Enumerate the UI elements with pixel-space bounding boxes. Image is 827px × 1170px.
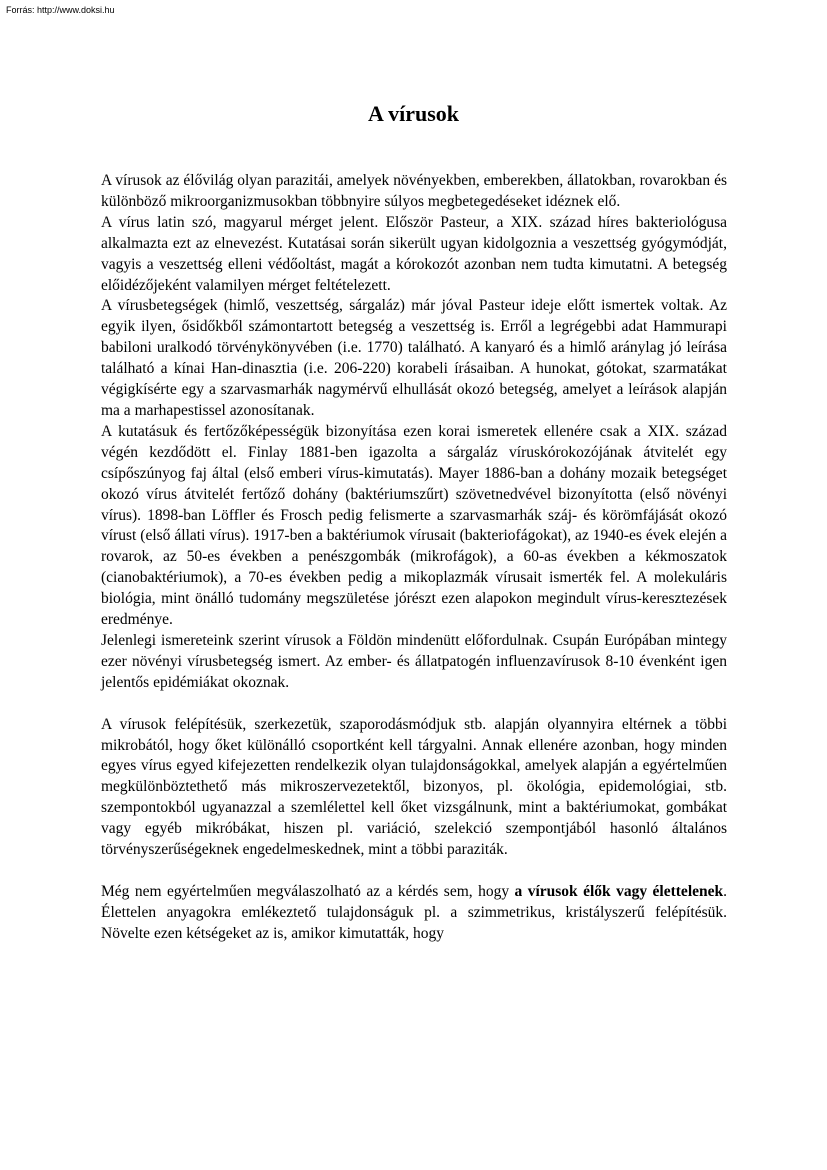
document-body: [101, 171, 727, 945]
paragraph-research: A kutatásuk és fertőzőképességük bizonyítása ezen korai ismeretek ellenére csak a XIX. század végén kezdődött el. Finlay 1881-ben igazolta a sárgaláz víruskórokozójának átvitelét egy csípőszúnyog faj által (első emberi vírus-kimutatás). Mayer 1886-ban a dohány mozaik betegséget okozó vírus átvitelét fertőző dohány (baktériumszűrt) szövetnedvével bizonyította (első növényi vírus). 1898-ban Löffler és Frosch pedig felismerte a szarvasmarhák száj- és körömfájását okozó vírust (első állati vírus). 1917-ben a baktériumok vírusait (bakteriofágokat), az 1940-es évek elején a rovarok, az 50-es években a penészgombák (mikrofágok), a 60-as években a kékmoszatok (cianobaktériumok), a 70-es években pedig a mikoplazmák vírusait ismerték fel. A molekuláris biológia, mint önálló tudomány megszületése jórészt ezen alapokon megindult vírus-keresztezések eredménye.: [101, 422, 727, 629]
paragraph-living-question: [101, 882, 727, 945]
paragraph-prevalence: Jelenlegi ismereteink szerint vírusok a Földön mindenütt előfordulnak. Csupán Európában mintegy ezer növényi vírusbetegség ismert. Az ember- és állatpatogén influenzavírusok 8-10 évenként igen jelentős epidémiákat okoznak.: [101, 631, 727, 691]
paragraph-etymology: A vírus latin szó, magyarul mérget jelent. Először Pasteur, a XIX. század híres bakteriológusa alkalmazta ezt az elnevezést. Kutatásai során sikerült ugyan kidolgoznia a veszettség gyógymódját, vagyis a veszettség elleni védőoltást, magát a kórokozót azonban nem tudta kimutatni. A betegség előidézőjeként valamilyen mérget feltételezett.: [101, 213, 727, 294]
paragraph-intro: A vírusok az élővilág olyan parazitái, amelyek növényekben, emberekben, állatokban, rovarokban és különböző mikroorganizmusokban többnyire súlyos megbetegedéseket idéznek elő.: [101, 172, 727, 210]
living-question-text-before: Még nem egyértelműen megválaszolható az a kérdés sem, hogy: [101, 883, 515, 900]
page-title: A vírusok: [367, 101, 460, 126]
living-question-text-after: . Élettelen anyagokra emlékeztető tulajdonságuk pl. a szimmetrikus, kristályszerű felépítésük. Növelte ezen kétségeket az is, amikor kimutatták, hogy: [101, 883, 727, 942]
living-question-bold: a vírusok élők vagy élettelenek: [514, 883, 724, 900]
paragraph-history: A vírusbetegségek (himlő, veszettség, sárgaláz) már jóval Pasteur ideje előtt ismertek voltak. Az egyik ilyen, ősidőkből számontartott betegség a veszettség is. Erről a legrégebbi adat Hammurapi babiloni uralkodó törvénykönyvében (i.e. 1770) található. A kanyaró és a himlő aránylag jó leírása található a kínai Han-dinasztia (i.e. 206-220) korabeli írásaiban. A hunokat, gótokat, szarmatákat végigkísérte egy a szarvasmarhák nagymérvű elhullását okozó betegség, amelyet a leírások alapján ma a marhapestissel azonosítanak.: [101, 297, 727, 419]
source-note: Forrás: http://www.doksi.hu: [6, 5, 115, 15]
paragraph-structure: A vírusok felépítésük, szerkezetük, szaporodásmódjuk stb. alapján olyannyira eltérnek a többi mikrobától, hogy őket különálló csoportként kell tárgyalni. Annak ellenére azonban, hogy minden egyes vírus egyed kifejezetten rendelkezik olyan tulajdonságokkal, amelyek alapján a egyértelműen megkülönböztethető más mikroszervezetektől, bizonyos, pl. ökológia, epidemológiai, stb. szempontokból ugyanazzal a szemlélettel kell őket vizsgálnunk, mint a baktériumokat, gombákat vagy egyéb mikróbákat, hiszen pl. variáció, szelekció szempontjából hasonló általános törvényszerűségeknek engedelmeskednek, mint a többi paraziták.: [101, 715, 727, 859]
